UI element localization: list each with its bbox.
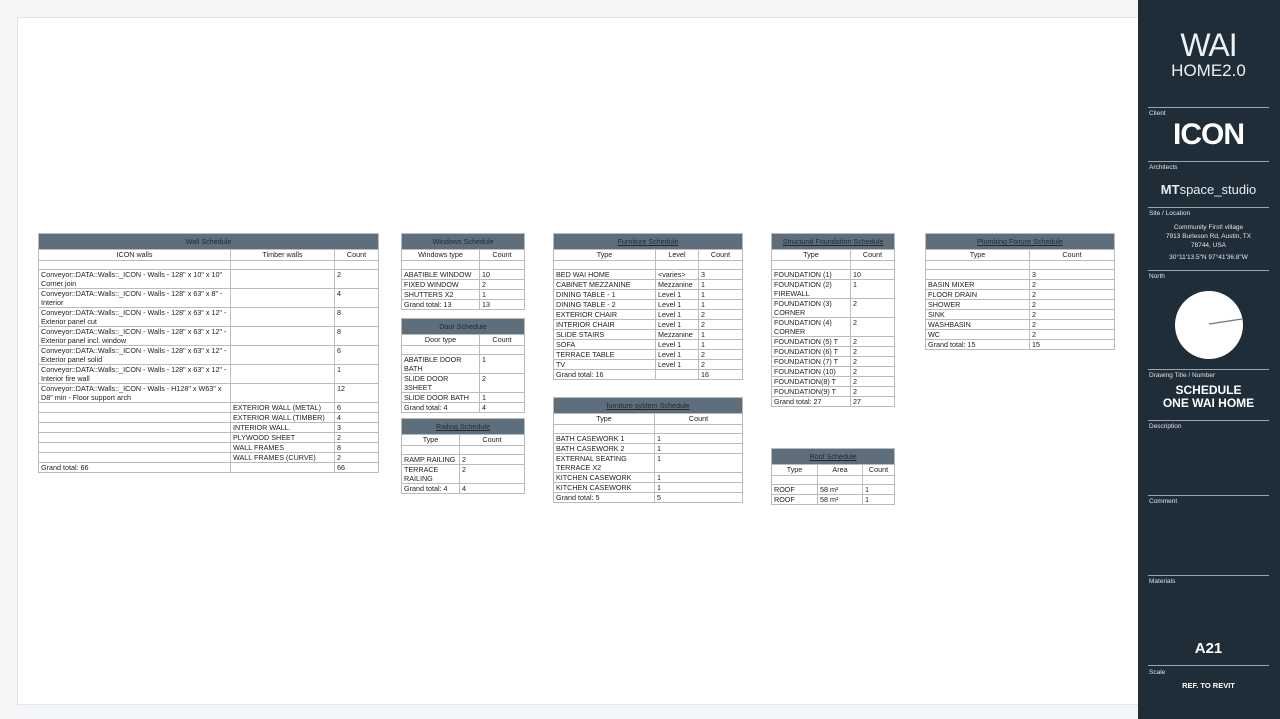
divider [1148,575,1269,576]
table-cell [231,289,335,308]
plumbing-schedule-table [925,233,1115,350]
table-cell: Grand total: 5 [554,493,655,503]
windows-schedule-title: Windows Schedule [402,234,525,250]
architects-name-b: space_studio [1179,182,1257,197]
client-logo: ICON [1173,118,1244,151]
table-cell: ABATIBLE DOOR BATH [402,355,480,374]
table-cell: 1 [655,434,743,444]
table-cell: Level 1 [656,300,699,310]
table-cell [231,463,335,473]
table-cell: EXTERIOR WALL (METAL) [231,403,335,413]
table-cell: 2 [851,357,895,367]
north-label: North [1149,273,1165,280]
table-row [554,360,743,370]
divider [1148,420,1269,421]
door-schedule-title: Door Schedule [402,319,525,335]
table-cell: Conveyor::DATA::Walls::_ICON - Walls - H128" x W63" x D8" min - Floor support arch [39,384,231,403]
drawing-title-line: SCHEDULE [1175,383,1242,397]
architects-label: Architects [1149,164,1178,171]
table-cell: 6 [335,403,379,413]
table-cell [39,443,231,453]
table-row [772,347,895,357]
table-cell: 66 [335,463,379,473]
table-cell: BATH CASEWORK 2 [554,444,655,454]
table-cell: 4 [480,403,525,413]
scale-value: REF. TO REVIT [1182,681,1235,690]
table-cell [231,327,335,346]
table-cell: 12 [335,384,379,403]
table-row [772,270,895,280]
table-cell: Grand total: 15 [926,340,1030,350]
table-cell: SINK [926,310,1030,320]
wall-schedule-table [38,233,379,473]
table-cell: SHOWER [926,300,1030,310]
table-row [39,289,379,308]
plumbing-schedule-title: Plumbing Fixture Schedule [926,234,1115,250]
table-cell: FOUNDATION (6) T [772,347,851,357]
site-coordinates: 30°11'13.5"N 97°41'36.8"W [1169,254,1248,261]
table-cell: 2 [699,350,743,360]
table-cell: 2 [1030,330,1115,340]
table-cell: 1 [335,365,379,384]
table-row [402,403,525,413]
table-cell: 58 m² [818,485,863,495]
table-cell: TERRACE TABLE [554,350,656,360]
table-cell: FOUNDATION (2) FIREWALL [772,280,851,299]
table-cell: 2 [851,337,895,347]
table-cell: FOUNDATION (1) [772,270,851,280]
table-row [554,320,743,330]
divider [1148,161,1269,162]
railing-schedule-table [401,418,525,494]
table-cell: Level 1 [656,350,699,360]
table-cell: FOUNDATION (5) T [772,337,851,347]
table-cell: 1 [655,483,743,493]
table-cell: Level 1 [656,340,699,350]
table-cell: 1 [699,290,743,300]
table-cell: BATH CASEWORK 1 [554,434,655,444]
table-cell: DINING TABLE - 2 [554,300,656,310]
table-row [554,454,743,473]
table-cell: 1 [863,485,895,495]
table-cell: WALL FRAMES [231,443,335,453]
table-cell: FOUNDATION(9) T [772,387,851,397]
table-cell [231,270,335,289]
table-cell: Grand total: 4 [402,403,480,413]
table-cell: FIXED WINDOW [402,280,480,290]
furniture-schedule-title: Furniture Schedule [554,234,743,250]
column-header: Type [402,435,460,446]
table-row [772,357,895,367]
column-header: Area [818,465,863,476]
table-cell: BASIN MIXER [926,280,1030,290]
column-header: Count [699,250,743,261]
site-label: Site / Location [1149,210,1191,217]
table-cell: 1 [699,330,743,340]
divider [1148,495,1269,496]
table-row [39,403,379,413]
table-row [772,387,895,397]
table-cell: 15 [1030,340,1115,350]
table-cell [39,413,231,423]
table-row [39,443,379,453]
table-row [926,270,1115,280]
table-cell: 2 [335,433,379,443]
table-cell: 8 [335,327,379,346]
table-cell: 2 [851,318,895,337]
divider [1148,270,1269,271]
table-cell: 8 [335,308,379,327]
table-cell: 2 [699,360,743,370]
table-cell: SOFA [554,340,656,350]
furniture-system-schedule-title: furniture system Schedule [554,398,743,414]
table-cell: 6 [335,346,379,365]
table-cell: SLIDE DOOR 3SHEET [402,374,480,393]
table-cell: Conveyor::DATA::Walls::_ICON - Walls - 128" x 63" x 12" - Exterior panel solid [39,346,231,365]
table-row [554,300,743,310]
table-row [39,463,379,473]
table-row [772,397,895,407]
drawing-title [1148,384,1269,410]
table-cell: Mezzanine [656,330,699,340]
table-row [39,270,379,289]
table-cell [39,403,231,413]
column-header: Type [554,414,655,425]
table-cell: 10 [851,270,895,280]
table-cell: 2 [335,453,379,463]
table-cell: 3 [1030,270,1115,280]
table-row [402,290,525,300]
table-row [554,340,743,350]
sheet-number: A21 [1194,640,1223,657]
table-row [39,384,379,403]
table-row [402,455,525,465]
table-row [402,355,525,374]
column-header: Count [851,250,895,261]
table-row [39,423,379,433]
table-row [402,374,525,393]
table-cell: 2 [851,367,895,377]
table-cell [656,370,699,380]
materials-label: Materials [1149,578,1176,585]
table-row [926,310,1115,320]
table-row [554,330,743,340]
table-cell: Conveyor::DATA::Walls::_ICON - Walls - 128" x 63" x 12" - Exterior panel incl. window [39,327,231,346]
table-row [39,346,379,365]
table-cell: 1 [655,473,743,483]
roof-schedule-table [771,448,895,505]
north-arrow-icon [1174,290,1244,360]
table-cell: TERRACE RAILING [402,465,460,484]
table-cell: INTERIOR WALL. [231,423,335,433]
railing-schedule-title: Railing Schedule [402,419,525,435]
table-cell: 2 [1030,300,1115,310]
table-cell: CABINET MEZZANINE [554,280,656,290]
table-row [554,473,743,483]
table-cell: 2 [851,387,895,397]
drawing-title-label: Drawing Title / Number [1149,372,1216,379]
table-row [554,270,743,280]
table-row [554,370,743,380]
wall-schedule-title: Wall Schedule [39,234,379,250]
table-cell [231,384,335,403]
table-cell: SLIDE STAIRS [554,330,656,340]
table-row [402,270,525,280]
table-cell: 2 [335,270,379,289]
table-cell: ABATIBLE WINDOW [402,270,480,280]
site-line: 78744, USA [1190,242,1227,249]
table-cell: FOUNDATION (4) CORNER [772,318,851,337]
table-cell [39,423,231,433]
table-cell: 1 [480,355,525,374]
table-cell: FOUNDATION (10) [772,367,851,377]
comment-label: Comment [1149,498,1178,505]
furniture-schedule-table [553,233,743,380]
table-row [39,308,379,327]
column-header: Count [655,414,743,425]
table-cell: SHUTTERS X2 [402,290,480,300]
table-cell: FLOOR DRAIN [926,290,1030,300]
table-cell: 1 [655,454,743,473]
foundation-schedule-table [771,233,895,407]
table-cell: FOUNDATION(8) T [772,377,851,387]
column-header: Windows type [402,250,480,261]
table-cell: 27 [851,397,895,407]
divider [1148,665,1269,666]
table-cell: 10 [480,270,525,280]
table-cell [231,308,335,327]
site-line: Community First! village [1173,224,1244,231]
table-row [926,330,1115,340]
client-label: Client [1149,110,1166,117]
site-line: 7913 Burleson Rd, Austin, TX [1165,233,1252,240]
table-cell: 2 [480,280,525,290]
table-cell: 1 [480,393,525,403]
description-label: Description [1149,423,1182,430]
table-cell: 2 [480,374,525,393]
column-header: Door type [402,335,480,346]
table-cell: 2 [1030,320,1115,330]
table-row [926,320,1115,330]
table-cell: BED WAI HOME [554,270,656,280]
table-cell: 1 [699,280,743,290]
table-row [554,444,743,454]
table-cell: 13 [480,300,525,310]
table-cell: 1 [655,444,743,454]
column-header: Type [772,465,818,476]
table-cell: RAMP RAILING [402,455,460,465]
table-row [772,485,895,495]
furniture-system-schedule-table [553,397,743,503]
column-header: Count [480,250,525,261]
table-row [402,465,525,484]
table-cell: 8 [335,443,379,453]
divider [1148,107,1269,108]
wai-logo: WAI [1180,27,1237,63]
table-cell: 2 [699,310,743,320]
column-header: ICON walls [39,250,231,261]
table-row [554,280,743,290]
table-row [402,280,525,290]
table-cell: Grand total: 66 [39,463,231,473]
table-row [926,300,1115,310]
table-cell: 2 [699,320,743,330]
table-cell: EXTERIOR CHAIR [554,310,656,320]
drawing-title-line: ONE WAI HOME [1162,396,1255,410]
architects-name-a: MT [1160,182,1180,197]
table-cell: Level 1 [656,290,699,300]
table-cell: 2 [851,347,895,357]
table-row [39,413,379,423]
table-cell: Conveyor::DATA::Walls::_ICON - Walls - 128" x 63" x 8" - Interior [39,289,231,308]
table-row [772,495,895,505]
table-cell: WASHBASIN [926,320,1030,330]
table-cell: Mezzanine [656,280,699,290]
table-row [39,453,379,463]
table-cell: WC [926,330,1030,340]
divider [1148,207,1269,208]
table-cell: KITCHEN CASEWORK [554,483,655,493]
table-cell: 1 [699,340,743,350]
table-cell [39,453,231,463]
table-row [39,365,379,384]
table-cell: 1 [480,290,525,300]
table-cell: 16 [699,370,743,380]
table-cell: TV [554,360,656,370]
table-row [402,300,525,310]
table-cell: WALL FRAMES (CURVE) [231,453,335,463]
table-cell: 2 [851,377,895,387]
table-cell: 2 [460,455,525,465]
table-cell: ROOF [772,495,818,505]
table-row [554,483,743,493]
table-cell: 2 [851,299,895,318]
title-block [1138,0,1280,719]
table-row [554,310,743,320]
table-cell: PLYWOOD SHEET [231,433,335,443]
column-header: Timber walls [231,250,335,261]
home-logo: HOME2.0 [1171,61,1246,80]
divider [1148,369,1269,370]
table-cell [231,346,335,365]
table-cell: Conveyor::DATA::Walls::_ICON - Walls - 128" x 10" x 10" Corner join [39,270,231,289]
table-cell: 2 [1030,290,1115,300]
table-cell: INTERIOR CHAIR [554,320,656,330]
table-row [772,377,895,387]
table-cell: ROOF [772,485,818,495]
column-header: Count [1030,250,1115,261]
table-row [926,340,1115,350]
table-row [926,290,1115,300]
foundation-schedule-title: Structural Foundation Schedule [772,234,895,250]
column-header: Count [863,465,895,476]
table-cell: <varies> [656,270,699,280]
table-row [554,290,743,300]
table-cell: 2 [1030,280,1115,290]
column-header: Type [554,250,656,261]
table-cell: Level 1 [656,360,699,370]
table-row [39,327,379,346]
column-header: Level [656,250,699,261]
table-cell: 1 [851,280,895,299]
table-cell: Grand total: 27 [772,397,851,407]
table-cell: 3 [699,270,743,280]
table-cell: 1 [699,300,743,310]
table-cell: FOUNDATION (3) CORNER [772,299,851,318]
door-schedule-table [401,318,525,413]
scale-label: Scale [1149,669,1166,676]
table-cell: 4 [335,413,379,423]
table-row [772,299,895,318]
table-row [402,393,525,403]
table-cell: 5 [655,493,743,503]
table-row [926,280,1115,290]
site-address [1148,223,1269,262]
table-cell: EXTERIOR WALL (TIMBER) [231,413,335,423]
table-row [772,337,895,347]
table-row [39,433,379,443]
table-cell: 3 [335,423,379,433]
table-cell: SLIDE DOOR BATH [402,393,480,403]
column-header: Count [480,335,525,346]
column-header: Type [926,250,1030,261]
table-cell: 4 [335,289,379,308]
table-cell [231,365,335,384]
column-header: Count [335,250,379,261]
table-cell: Grand total: 4 [402,484,460,494]
table-cell: FOUNDATION (7) T [772,357,851,367]
table-cell: Conveyor::DATA::Walls::_ICON - Walls - 128" x 63" x 12" - Interior fire wall [39,365,231,384]
table-row [554,434,743,444]
table-cell: Grand total: 13 [402,300,480,310]
table-cell: 4 [460,484,525,494]
table-cell: KITCHEN CASEWORK [554,473,655,483]
architects-logo [1148,182,1269,197]
table-cell: Conveyor::DATA::Walls::_ICON - Walls - 128" x 63" x 12" - Exterior panel cut [39,308,231,327]
table-row [772,318,895,337]
table-row [554,493,743,503]
table-row [772,280,895,299]
column-header: Type [772,250,851,261]
roof-schedule-title: Roof Schedule [772,449,895,465]
table-cell: Level 1 [656,320,699,330]
table-cell: 2 [460,465,525,484]
table-row [554,350,743,360]
table-cell: Level 1 [656,310,699,320]
table-cell [39,433,231,443]
table-cell: 2 [1030,310,1115,320]
table-row [772,367,895,377]
table-cell: DINING TABLE - 1 [554,290,656,300]
column-header: Count [460,435,525,446]
windows-schedule-table [401,233,525,310]
table-cell: 1 [863,495,895,505]
table-row [402,484,525,494]
table-cell: 58 m² [818,495,863,505]
table-cell: EXTERNAL SEATING TERRACE X2 [554,454,655,473]
table-cell: Grand total: 16 [554,370,656,380]
table-cell [926,270,1030,280]
